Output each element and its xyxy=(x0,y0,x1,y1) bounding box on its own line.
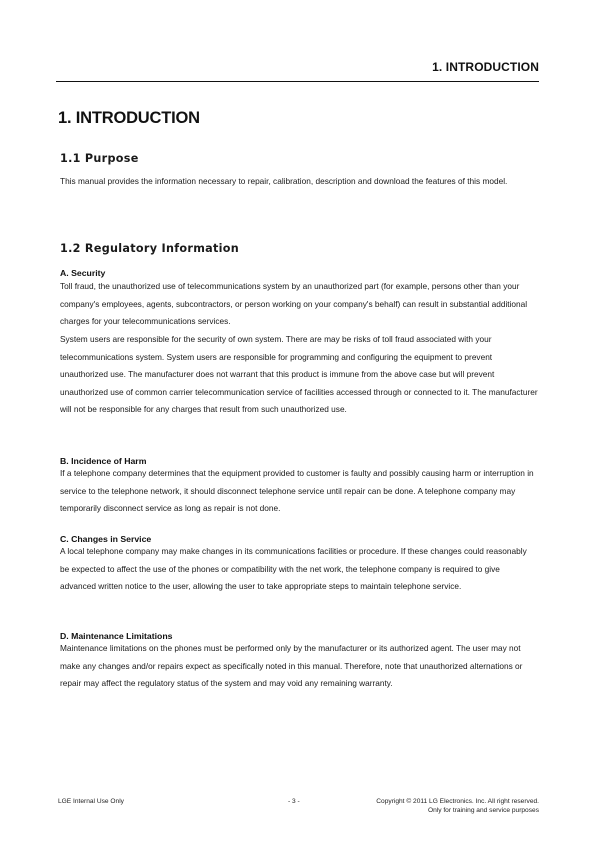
harm-paragraph: If a telephone company determines that the equipment provided to customer is faulty and possibly causing harm or interruption in service to the telephone network, it should disconnect telephone service until repair can be done. A telephone company may temporarily disconnect service as long as repair is not done. xyxy=(60,468,534,514)
header-rule xyxy=(56,81,539,82)
chapter-title: 1. INTRODUCTION xyxy=(58,109,200,127)
copyright-line-1: Copyright © 2011 LG Electronics. Inc. All right reserved. xyxy=(376,798,539,805)
section-heading-regulatory: 1.2 Regulatory Information xyxy=(60,242,240,255)
running-header: 1. INTRODUCTION xyxy=(432,60,539,74)
section-heading-purpose: 1.1 Purpose xyxy=(60,152,139,165)
subhead-changes-in-service: C. Changes in Service xyxy=(60,534,152,544)
footer-internal-use: LGE Internal Use Only xyxy=(58,798,124,805)
security-paragraph-1: Toll fraud, the unauthorized use of telecommunications system by an unauthorized part (for example, persons other than your company's employees, agents, subcontractors, or person working on your company's behalf) can result in substantial additional charges for your telecommunications services. xyxy=(60,281,528,327)
footer-copyright xyxy=(376,797,539,815)
maintenance-paragraph: Maintenance limitations on the phones must be performed only by the manufacturer or its authorized agent. The user may not make any changes and/or repairs expect as specifically noted in this manual. Therefore, note that unauthorized alternations or repair may affect the regulatory status of the system and may void any remaining warranty. xyxy=(60,643,523,689)
subhead-security: A. Security xyxy=(60,268,106,278)
subhead-maintenance-limitations: D. Maintenance Limitations xyxy=(60,631,173,641)
page-number: - 3 - xyxy=(288,798,300,805)
changes-paragraph: A local telephone company may make changes in its communications facilities or procedure. If these changes could reasonably be expected to affect the use of the phones or compatibility with the net work, the telephone company is required to give advanced written notice to the user, allowing the user to take appropriate steps to maintain telephone service. xyxy=(60,546,527,592)
copyright-line-2: Only for training and service purposes xyxy=(427,807,539,814)
security-paragraph-2: System users are responsible for the security of own system. There are may be risks of toll fraud associated with your telecommunications system. System users are responsible for programming and configuring the equipment to prevent unauthorized use. The manufacturer does not warrant that this product is immune from the above case but will prevent unauthorized use of common carrier telecommunication service of facilities accessed through or connected to it. The manufacturer will not be responsible for any charges that result from such unauthorized use. xyxy=(60,334,538,415)
subhead-incidence-of-harm: B. Incidence of Harm xyxy=(60,456,147,466)
purpose-paragraph: This manual provides the information necessary to repair, calibration, description and download the features of this model. xyxy=(60,176,508,186)
